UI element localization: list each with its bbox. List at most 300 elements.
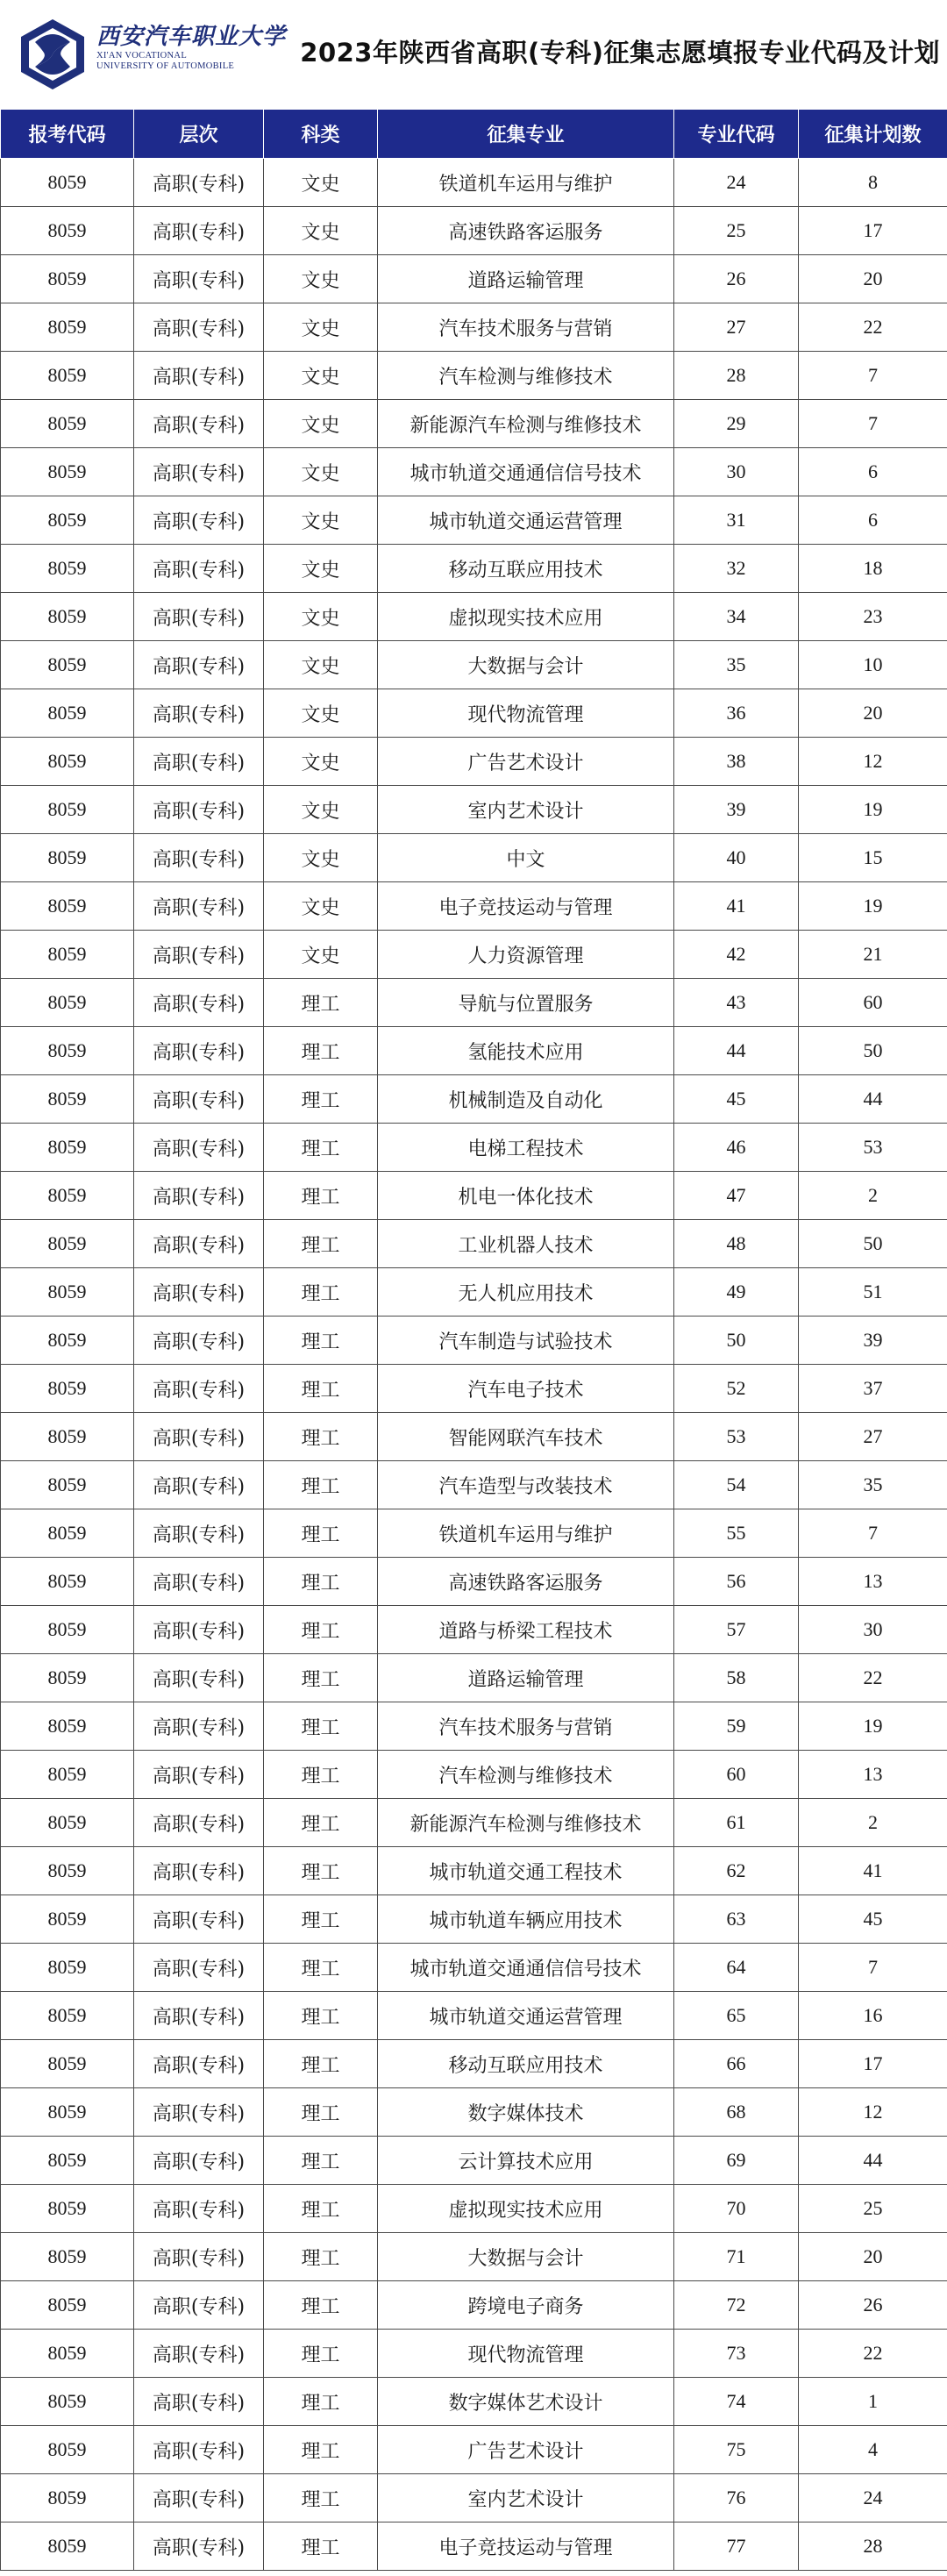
exam-code-cell: 8059 bbox=[1, 352, 134, 400]
plan-count-cell: 17 bbox=[799, 2040, 947, 2088]
exam-code-cell: 8059 bbox=[1, 1075, 134, 1124]
category-cell: 理工 bbox=[264, 1172, 378, 1220]
category-cell: 文史 bbox=[264, 159, 378, 207]
level-cell: 高职(专科) bbox=[134, 931, 264, 979]
exam-code-cell: 8059 bbox=[1, 641, 134, 689]
table-row bbox=[1, 1172, 947, 1220]
major-cell: 汽车电子技术 bbox=[378, 1365, 674, 1413]
category-cell: 理工 bbox=[264, 979, 378, 1027]
major-cell: 虚拟现实技术应用 bbox=[378, 593, 674, 641]
major-cell: 高速铁路客运服务 bbox=[378, 1558, 674, 1606]
level-cell: 高职(专科) bbox=[134, 496, 264, 545]
major-cell: 大数据与会计 bbox=[378, 641, 674, 689]
table-row bbox=[1, 641, 947, 689]
major-cell: 机电一体化技术 bbox=[378, 1172, 674, 1220]
category-cell: 理工 bbox=[264, 1606, 378, 1654]
plan-count-cell: 2 bbox=[799, 1799, 947, 1847]
major-code-cell: 63 bbox=[674, 1895, 799, 1944]
category-cell: 理工 bbox=[264, 1799, 378, 1847]
plan-count-cell: 44 bbox=[799, 2137, 947, 2185]
major-cell: 道路运输管理 bbox=[378, 1654, 674, 1702]
level-cell: 高职(专科) bbox=[134, 1268, 264, 1317]
major-cell: 跨境电子商务 bbox=[378, 2281, 674, 2330]
table-row bbox=[1, 159, 947, 207]
major-code-cell: 59 bbox=[674, 1702, 799, 1751]
plan-count-cell: 6 bbox=[799, 496, 947, 545]
major-code-cell: 54 bbox=[674, 1461, 799, 1509]
table-row bbox=[1, 2281, 947, 2330]
table-row bbox=[1, 545, 947, 593]
major-code-cell: 39 bbox=[674, 786, 799, 834]
level-cell: 高职(专科) bbox=[134, 1461, 264, 1509]
plan-count-cell: 41 bbox=[799, 1847, 947, 1895]
table-row bbox=[1, 1944, 947, 1992]
table-row bbox=[1, 400, 947, 448]
exam-code-cell: 8059 bbox=[1, 2233, 134, 2281]
plan-count-cell: 21 bbox=[799, 931, 947, 979]
plan-count-cell: 20 bbox=[799, 255, 947, 303]
major-code-cell: 64 bbox=[674, 1944, 799, 1992]
category-cell: 理工 bbox=[264, 2522, 378, 2571]
exam-code-cell: 8059 bbox=[1, 2137, 134, 2185]
table-row bbox=[1, 2378, 947, 2426]
exam-code-cell: 8059 bbox=[1, 496, 134, 545]
level-cell: 高职(专科) bbox=[134, 1751, 264, 1799]
plan-count-cell: 51 bbox=[799, 1268, 947, 1317]
table-row bbox=[1, 979, 947, 1027]
major-code-cell: 62 bbox=[674, 1847, 799, 1895]
level-cell: 高职(专科) bbox=[134, 2281, 264, 2330]
level-cell: 高职(专科) bbox=[134, 1509, 264, 1558]
category-cell: 文史 bbox=[264, 255, 378, 303]
major-code-cell: 49 bbox=[674, 1268, 799, 1317]
major-code-cell: 26 bbox=[674, 255, 799, 303]
column-header-plan-count: 征集计划数 bbox=[799, 110, 947, 159]
major-code-cell: 46 bbox=[674, 1124, 799, 1172]
major-code-cell: 76 bbox=[674, 2474, 799, 2522]
plan-count-cell: 22 bbox=[799, 2330, 947, 2378]
table-row bbox=[1, 689, 947, 738]
plan-count-cell: 30 bbox=[799, 1606, 947, 1654]
exam-code-cell: 8059 bbox=[1, 786, 134, 834]
major-code-cell: 65 bbox=[674, 1992, 799, 2040]
major-code-cell: 77 bbox=[674, 2522, 799, 2571]
level-cell: 高职(专科) bbox=[134, 882, 264, 931]
level-cell: 高职(专科) bbox=[134, 641, 264, 689]
major-code-cell: 25 bbox=[674, 207, 799, 255]
category-cell: 理工 bbox=[264, 1075, 378, 1124]
major-code-cell: 55 bbox=[674, 1509, 799, 1558]
major-cell: 移动互联应用技术 bbox=[378, 2040, 674, 2088]
category-cell: 理工 bbox=[264, 1461, 378, 1509]
category-cell: 文史 bbox=[264, 689, 378, 738]
major-code-cell: 56 bbox=[674, 1558, 799, 1606]
exam-code-cell: 8059 bbox=[1, 2281, 134, 2330]
category-cell: 文史 bbox=[264, 786, 378, 834]
plan-count-cell: 23 bbox=[799, 593, 947, 641]
table-row bbox=[1, 1268, 947, 1317]
category-cell: 理工 bbox=[264, 1558, 378, 1606]
exam-code-cell: 8059 bbox=[1, 1317, 134, 1365]
exam-code-cell: 8059 bbox=[1, 2522, 134, 2571]
category-cell: 文史 bbox=[264, 545, 378, 593]
level-cell: 高职(专科) bbox=[134, 448, 264, 496]
major-cell: 电子竞技运动与管理 bbox=[378, 2522, 674, 2571]
level-cell: 高职(专科) bbox=[134, 1847, 264, 1895]
plan-count-cell: 10 bbox=[799, 641, 947, 689]
plan-count-cell: 22 bbox=[799, 1654, 947, 1702]
major-cell: 广告艺术设计 bbox=[378, 738, 674, 786]
level-cell: 高职(专科) bbox=[134, 786, 264, 834]
plan-count-cell: 27 bbox=[799, 1413, 947, 1461]
level-cell: 高职(专科) bbox=[134, 400, 264, 448]
plan-count-cell: 20 bbox=[799, 2233, 947, 2281]
major-code-cell: 24 bbox=[674, 159, 799, 207]
level-cell: 高职(专科) bbox=[134, 2378, 264, 2426]
category-cell: 文史 bbox=[264, 448, 378, 496]
plan-count-cell: 44 bbox=[799, 1075, 947, 1124]
major-cell: 汽车检测与维修技术 bbox=[378, 1751, 674, 1799]
exam-code-cell: 8059 bbox=[1, 2426, 134, 2474]
plan-count-cell: 50 bbox=[799, 1027, 947, 1075]
level-cell: 高职(专科) bbox=[134, 1799, 264, 1847]
exam-code-cell: 8059 bbox=[1, 2474, 134, 2522]
major-cell: 电梯工程技术 bbox=[378, 1124, 674, 1172]
table-row bbox=[1, 786, 947, 834]
major-cell: 城市轨道交通通信信号技术 bbox=[378, 448, 674, 496]
plan-count-cell: 6 bbox=[799, 448, 947, 496]
table-row bbox=[1, 352, 947, 400]
level-cell: 高职(专科) bbox=[134, 1558, 264, 1606]
exam-code-cell: 8059 bbox=[1, 303, 134, 352]
category-cell: 理工 bbox=[264, 1365, 378, 1413]
exam-code-cell: 8059 bbox=[1, 689, 134, 738]
table-row bbox=[1, 1558, 947, 1606]
major-cell: 汽车检测与维修技术 bbox=[378, 352, 674, 400]
exam-code-cell: 8059 bbox=[1, 2378, 134, 2426]
major-cell: 新能源汽车检测与维修技术 bbox=[378, 1799, 674, 1847]
category-cell: 理工 bbox=[264, 1751, 378, 1799]
exam-code-cell: 8059 bbox=[1, 1944, 134, 1992]
level-cell: 高职(专科) bbox=[134, 738, 264, 786]
exam-code-cell: 8059 bbox=[1, 1895, 134, 1944]
plan-count-cell: 45 bbox=[799, 1895, 947, 1944]
table-row bbox=[1, 1751, 947, 1799]
major-cell: 电子竞技运动与管理 bbox=[378, 882, 674, 931]
major-cell: 城市轨道车辆应用技术 bbox=[378, 1895, 674, 1944]
major-cell: 汽车造型与改装技术 bbox=[378, 1461, 674, 1509]
major-cell: 铁道机车运用与维护 bbox=[378, 1509, 674, 1558]
major-code-cell: 48 bbox=[674, 1220, 799, 1268]
plan-count-cell: 16 bbox=[799, 1992, 947, 2040]
table-row bbox=[1, 882, 947, 931]
major-cell: 道路与桥梁工程技术 bbox=[378, 1606, 674, 1654]
plan-count-cell: 12 bbox=[799, 738, 947, 786]
exam-code-cell: 8059 bbox=[1, 834, 134, 882]
plan-count-cell: 35 bbox=[799, 1461, 947, 1509]
table-row bbox=[1, 1702, 947, 1751]
level-cell: 高职(专科) bbox=[134, 2185, 264, 2233]
major-code-cell: 53 bbox=[674, 1413, 799, 1461]
major-code-cell: 70 bbox=[674, 2185, 799, 2233]
major-cell: 现代物流管理 bbox=[378, 2330, 674, 2378]
exam-code-cell: 8059 bbox=[1, 1799, 134, 1847]
school-logo-icon bbox=[18, 18, 88, 91]
major-cell: 工业机器人技术 bbox=[378, 1220, 674, 1268]
level-cell: 高职(专科) bbox=[134, 159, 264, 207]
major-cell: 现代物流管理 bbox=[378, 689, 674, 738]
major-cell: 汽车技术服务与营销 bbox=[378, 1702, 674, 1751]
table-row bbox=[1, 1654, 947, 1702]
exam-code-cell: 8059 bbox=[1, 448, 134, 496]
column-header-exam-code: 报考代码 bbox=[1, 110, 134, 159]
table-row bbox=[1, 2137, 947, 2185]
plan-count-cell: 7 bbox=[799, 1509, 947, 1558]
major-code-cell: 28 bbox=[674, 352, 799, 400]
plan-count-cell: 13 bbox=[799, 1751, 947, 1799]
exam-code-cell: 8059 bbox=[1, 1027, 134, 1075]
major-code-cell: 27 bbox=[674, 303, 799, 352]
plan-count-cell: 19 bbox=[799, 786, 947, 834]
plan-count-cell: 19 bbox=[799, 1702, 947, 1751]
level-cell: 高职(专科) bbox=[134, 303, 264, 352]
exam-code-cell: 8059 bbox=[1, 1124, 134, 1172]
major-code-cell: 66 bbox=[674, 2040, 799, 2088]
category-cell: 理工 bbox=[264, 2233, 378, 2281]
major-cell: 城市轨道交通运营管理 bbox=[378, 496, 674, 545]
school-name bbox=[96, 23, 287, 72]
category-cell: 文史 bbox=[264, 738, 378, 786]
level-cell: 高职(专科) bbox=[134, 1895, 264, 1944]
category-cell: 理工 bbox=[264, 2426, 378, 2474]
exam-code-cell: 8059 bbox=[1, 1220, 134, 1268]
category-cell: 理工 bbox=[264, 1509, 378, 1558]
table-row bbox=[1, 448, 947, 496]
table-row bbox=[1, 2426, 947, 2474]
exam-code-cell: 8059 bbox=[1, 545, 134, 593]
major-cell: 大数据与会计 bbox=[378, 2233, 674, 2281]
enrollment-plan-table bbox=[0, 109, 947, 2571]
exam-code-cell: 8059 bbox=[1, 2185, 134, 2233]
major-cell: 汽车技术服务与营销 bbox=[378, 303, 674, 352]
table-row bbox=[1, 1027, 947, 1075]
plan-count-cell: 13 bbox=[799, 1558, 947, 1606]
table-row bbox=[1, 1365, 947, 1413]
table-row bbox=[1, 1220, 947, 1268]
major-cell: 无人机应用技术 bbox=[378, 1268, 674, 1317]
category-cell: 理工 bbox=[264, 1702, 378, 1751]
major-code-cell: 68 bbox=[674, 2088, 799, 2137]
category-cell: 理工 bbox=[264, 1268, 378, 1317]
table-row bbox=[1, 2233, 947, 2281]
major-code-cell: 73 bbox=[674, 2330, 799, 2378]
exam-code-cell: 8059 bbox=[1, 1268, 134, 1317]
major-code-cell: 69 bbox=[674, 2137, 799, 2185]
major-code-cell: 29 bbox=[674, 400, 799, 448]
table-row bbox=[1, 931, 947, 979]
category-cell: 理工 bbox=[264, 2281, 378, 2330]
major-code-cell: 58 bbox=[674, 1654, 799, 1702]
table-row bbox=[1, 1992, 947, 2040]
exam-code-cell: 8059 bbox=[1, 207, 134, 255]
category-cell: 理工 bbox=[264, 1124, 378, 1172]
category-cell: 理工 bbox=[264, 2137, 378, 2185]
level-cell: 高职(专科) bbox=[134, 834, 264, 882]
table-row bbox=[1, 2088, 947, 2137]
major-cell: 数字媒体艺术设计 bbox=[378, 2378, 674, 2426]
category-cell: 理工 bbox=[264, 1654, 378, 1702]
table-header-row bbox=[1, 110, 947, 159]
level-cell: 高职(专科) bbox=[134, 1365, 264, 1413]
table-row bbox=[1, 496, 947, 545]
level-cell: 高职(专科) bbox=[134, 2137, 264, 2185]
major-code-cell: 60 bbox=[674, 1751, 799, 1799]
table-row bbox=[1, 1075, 947, 1124]
level-cell: 高职(专科) bbox=[134, 255, 264, 303]
level-cell: 高职(专科) bbox=[134, 2233, 264, 2281]
major-cell: 氢能技术应用 bbox=[378, 1027, 674, 1075]
category-cell: 理工 bbox=[264, 1220, 378, 1268]
plan-count-cell: 25 bbox=[799, 2185, 947, 2233]
level-cell: 高职(专科) bbox=[134, 1075, 264, 1124]
category-cell: 文史 bbox=[264, 303, 378, 352]
level-cell: 高职(专科) bbox=[134, 1317, 264, 1365]
plan-count-cell: 7 bbox=[799, 1944, 947, 1992]
plan-count-cell: 15 bbox=[799, 834, 947, 882]
major-cell: 机械制造及自动化 bbox=[378, 1075, 674, 1124]
major-code-cell: 47 bbox=[674, 1172, 799, 1220]
major-cell: 广告艺术设计 bbox=[378, 2426, 674, 2474]
category-cell: 理工 bbox=[264, 2378, 378, 2426]
table-row bbox=[1, 593, 947, 641]
category-cell: 理工 bbox=[264, 1992, 378, 2040]
table-row bbox=[1, 1509, 947, 1558]
exam-code-cell: 8059 bbox=[1, 159, 134, 207]
exam-code-cell: 8059 bbox=[1, 1751, 134, 1799]
category-cell: 文史 bbox=[264, 593, 378, 641]
major-cell: 中文 bbox=[378, 834, 674, 882]
major-code-cell: 71 bbox=[674, 2233, 799, 2281]
plan-count-cell: 22 bbox=[799, 303, 947, 352]
category-cell: 文史 bbox=[264, 496, 378, 545]
major-code-cell: 40 bbox=[674, 834, 799, 882]
table-row bbox=[1, 1461, 947, 1509]
column-header-level: 层次 bbox=[134, 110, 264, 159]
table-row bbox=[1, 207, 947, 255]
category-cell: 理工 bbox=[264, 1847, 378, 1895]
category-cell: 文史 bbox=[264, 207, 378, 255]
exam-code-cell: 8059 bbox=[1, 1702, 134, 1751]
table-row bbox=[1, 1413, 947, 1461]
level-cell: 高职(专科) bbox=[134, 2522, 264, 2571]
table-row bbox=[1, 2185, 947, 2233]
exam-code-cell: 8059 bbox=[1, 931, 134, 979]
major-code-cell: 42 bbox=[674, 931, 799, 979]
major-cell: 智能网联汽车技术 bbox=[378, 1413, 674, 1461]
category-cell: 文史 bbox=[264, 352, 378, 400]
major-cell: 云计算技术应用 bbox=[378, 2137, 674, 2185]
exam-code-cell: 8059 bbox=[1, 1461, 134, 1509]
level-cell: 高职(专科) bbox=[134, 2330, 264, 2378]
plan-count-cell: 53 bbox=[799, 1124, 947, 1172]
category-cell: 理工 bbox=[264, 1027, 378, 1075]
major-cell: 数字媒体技术 bbox=[378, 2088, 674, 2137]
level-cell: 高职(专科) bbox=[134, 1702, 264, 1751]
plan-count-cell: 18 bbox=[799, 545, 947, 593]
major-cell: 室内艺术设计 bbox=[378, 2474, 674, 2522]
category-cell: 文史 bbox=[264, 882, 378, 931]
level-cell: 高职(专科) bbox=[134, 1654, 264, 1702]
level-cell: 高职(专科) bbox=[134, 207, 264, 255]
major-code-cell: 32 bbox=[674, 545, 799, 593]
table-row bbox=[1, 738, 947, 786]
major-cell: 新能源汽车检测与维修技术 bbox=[378, 400, 674, 448]
level-cell: 高职(专科) bbox=[134, 593, 264, 641]
exam-code-cell: 8059 bbox=[1, 2330, 134, 2378]
table-row bbox=[1, 1799, 947, 1847]
major-cell: 虚拟现实技术应用 bbox=[378, 2185, 674, 2233]
table-row bbox=[1, 2474, 947, 2522]
column-header-category: 科类 bbox=[264, 110, 378, 159]
table-row bbox=[1, 303, 947, 352]
column-header-major: 征集专业 bbox=[378, 110, 674, 159]
category-cell: 文史 bbox=[264, 931, 378, 979]
major-code-cell: 75 bbox=[674, 2426, 799, 2474]
plan-count-cell: 28 bbox=[799, 2522, 947, 2571]
plan-count-cell: 20 bbox=[799, 689, 947, 738]
major-code-cell: 44 bbox=[674, 1027, 799, 1075]
major-cell: 高速铁路客运服务 bbox=[378, 207, 674, 255]
level-cell: 高职(专科) bbox=[134, 1606, 264, 1654]
table-row bbox=[1, 2522, 947, 2571]
exam-code-cell: 8059 bbox=[1, 738, 134, 786]
major-code-cell: 31 bbox=[674, 496, 799, 545]
table-row bbox=[1, 1124, 947, 1172]
level-cell: 高职(专科) bbox=[134, 545, 264, 593]
table-row bbox=[1, 2330, 947, 2378]
major-code-cell: 45 bbox=[674, 1075, 799, 1124]
major-code-cell: 41 bbox=[674, 882, 799, 931]
exam-code-cell: 8059 bbox=[1, 2040, 134, 2088]
level-cell: 高职(专科) bbox=[134, 2426, 264, 2474]
table-body bbox=[1, 159, 947, 2571]
exam-code-cell: 8059 bbox=[1, 255, 134, 303]
school-name-en-line1: XI'AN VOCATIONAL bbox=[96, 51, 188, 61]
category-cell: 理工 bbox=[264, 2474, 378, 2522]
plan-count-cell: 8 bbox=[799, 159, 947, 207]
exam-code-cell: 8059 bbox=[1, 1509, 134, 1558]
school-name-cn: 西安汽车职业大学 bbox=[96, 24, 287, 50]
major-cell: 导航与位置服务 bbox=[378, 979, 674, 1027]
level-cell: 高职(专科) bbox=[134, 352, 264, 400]
category-cell: 文史 bbox=[264, 400, 378, 448]
major-code-cell: 43 bbox=[674, 979, 799, 1027]
level-cell: 高职(专科) bbox=[134, 1124, 264, 1172]
major-code-cell: 38 bbox=[674, 738, 799, 786]
level-cell: 高职(专科) bbox=[134, 2088, 264, 2137]
major-code-cell: 74 bbox=[674, 2378, 799, 2426]
plan-count-cell: 50 bbox=[799, 1220, 947, 1268]
major-code-cell: 52 bbox=[674, 1365, 799, 1413]
exam-code-cell: 8059 bbox=[1, 1172, 134, 1220]
category-cell: 理工 bbox=[264, 1944, 378, 1992]
plan-count-cell: 7 bbox=[799, 400, 947, 448]
category-cell: 文史 bbox=[264, 834, 378, 882]
major-cell: 铁道机车运用与维护 bbox=[378, 159, 674, 207]
exam-code-cell: 8059 bbox=[1, 1413, 134, 1461]
major-cell: 汽车制造与试验技术 bbox=[378, 1317, 674, 1365]
exam-code-cell: 8059 bbox=[1, 1847, 134, 1895]
